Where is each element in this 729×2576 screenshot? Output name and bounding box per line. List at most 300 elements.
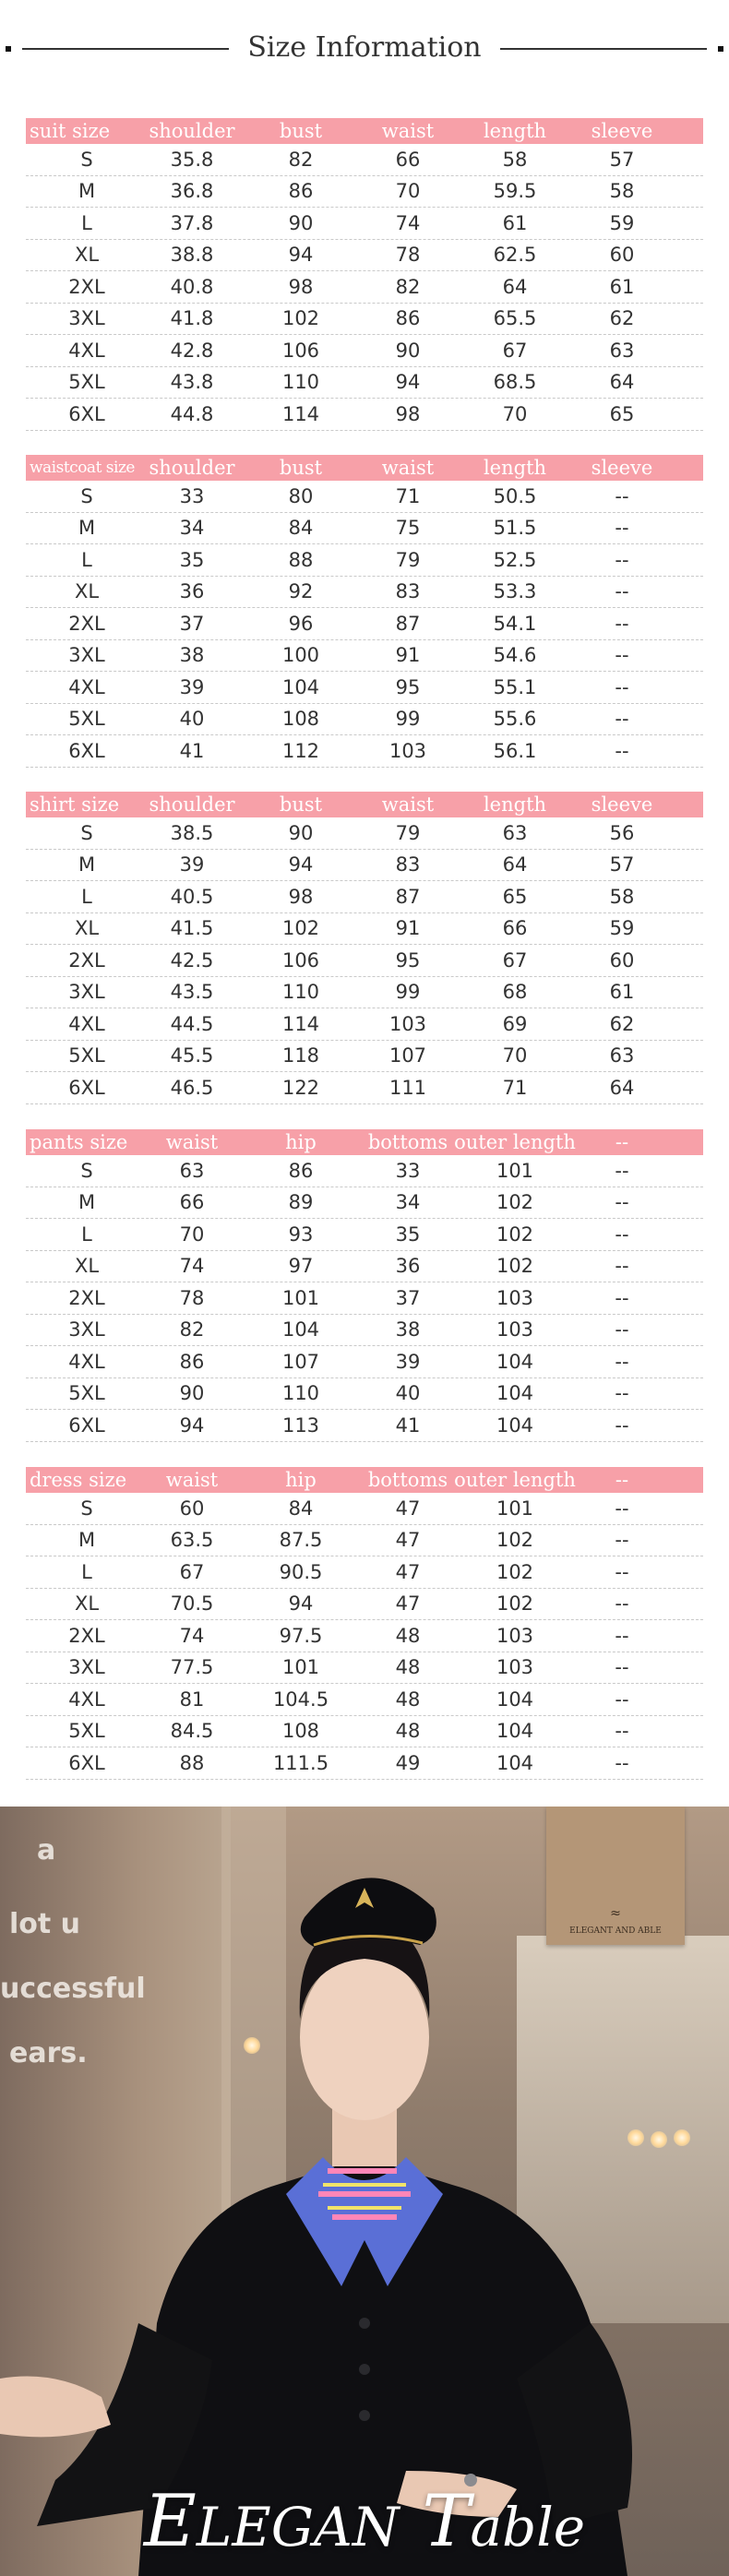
table-cell: 57 [609,148,635,171]
table-cell: -- [615,644,629,667]
table-cell: 67 [179,1560,205,1583]
column-header: bust [279,120,323,142]
table-cell: 108 [281,1720,320,1743]
column-header: outer length [454,1469,576,1491]
table-cell: 61 [609,981,635,1004]
table-cell: 61 [609,275,635,298]
size-label: M [78,1191,96,1214]
table-cell: 52.5 [493,548,537,571]
table-cell: 37 [395,1286,421,1309]
table-cell: 36.8 [170,180,214,203]
size-label: 4XL [68,675,105,698]
table-row [26,176,703,209]
size-label: M [78,180,96,203]
size-label: 3XL [68,981,105,1004]
table-cell: 94 [395,371,421,394]
table-cell: -- [615,1318,629,1342]
table-cell: 74 [395,211,421,234]
table-cell: -- [615,517,629,540]
table-cell: 64 [609,371,635,394]
table-cell: 110 [281,1382,320,1405]
table-cell: 44.8 [170,402,214,425]
table-cell: 104 [496,1382,534,1405]
table-cell: 40 [179,708,205,731]
table-cell: 39 [179,675,205,698]
size-label: XL [74,1592,100,1616]
table-cell: 93 [288,1222,314,1246]
size-label: XL [74,580,100,603]
table-row [26,1378,703,1411]
size-label: S [80,484,93,507]
table-row [26,977,703,1009]
column-header: shoulder [149,457,235,479]
column-header: sleeve [591,457,653,479]
table-cell: 98 [288,275,314,298]
table-cell: 103 [496,1624,534,1647]
size-label: XL [74,1255,100,1278]
table-row [26,271,703,304]
column-header: pants size [30,1131,128,1153]
size-label: S [80,1159,93,1182]
table-cell: 40.8 [170,275,214,298]
column-header: length [483,793,547,816]
size-label: 5XL [68,708,105,731]
column-header: hip [285,1469,317,1491]
table-row [26,304,703,336]
table-cell: 39 [395,1350,421,1373]
size-label: 4XL [68,1688,105,1711]
table-cell: 34 [395,1191,421,1214]
table-cell: 104 [496,1350,534,1373]
table-cell: 40.5 [170,885,214,908]
table-cell: 44.5 [170,1012,214,1035]
table-cell: 107 [388,1044,427,1067]
table-cell: 48 [395,1656,421,1679]
table-cell: 35 [395,1222,421,1246]
table-cell: 90 [288,821,314,844]
table-cell: 78 [179,1286,205,1309]
table-cell: 94 [288,244,314,267]
table-cell: 38 [179,644,205,667]
column-header: shoulder [149,793,235,816]
table-cell: 99 [395,981,421,1004]
size-table [26,455,703,768]
model-photo [0,1807,729,2576]
table-cell: 103 [496,1318,534,1342]
table-cell: 102 [496,1529,534,1552]
table-cell: 36 [395,1255,421,1278]
table-row [26,1620,703,1652]
table-row [26,1346,703,1378]
table-cell: 41 [395,1413,421,1437]
size-label: L [81,1222,92,1246]
table-cell: 51.5 [493,517,537,540]
table-row [26,1652,703,1685]
column-header: waist [381,120,435,142]
table-cell: 110 [281,981,320,1004]
table-row [26,1525,703,1557]
table-cell: 65.5 [493,307,537,330]
table-cell: 35.8 [170,148,214,171]
table-row [26,240,703,272]
table-cell: 104 [496,1751,534,1774]
table-cell: 36 [179,580,205,603]
table-row [26,1072,703,1104]
table-cell: 62.5 [493,244,537,267]
table-cell: 84 [288,1497,314,1520]
column-header: bust [279,457,323,479]
table-row [26,1282,703,1315]
table-cell: 98 [395,402,421,425]
table-cell: -- [615,484,629,507]
column-header: length [483,120,547,142]
table-row [26,399,703,431]
table-cell: -- [615,1222,629,1246]
size-label: XL [74,917,100,940]
table-cell: 41.8 [170,307,214,330]
table-cell: 86 [395,307,421,330]
table-cell: -- [615,1656,629,1679]
table-cell: 84 [288,517,314,540]
table-cell: 88 [179,1751,205,1774]
table-row [26,1219,703,1251]
table-cell: 70 [502,402,528,425]
size-label: 2XL [68,275,105,298]
table-cell: -- [615,708,629,731]
size-label: M [78,517,96,540]
table-cell: 82 [288,148,314,171]
table-cell: -- [615,580,629,603]
size-label: 3XL [68,1318,105,1342]
table-cell: 77.5 [170,1656,214,1679]
table-cell: -- [615,1191,629,1214]
brand-mark-icon: ≈ [610,1906,621,1921]
table-cell: 58 [609,180,635,203]
table-cell: 114 [281,402,320,425]
table-cell: 89 [288,1191,314,1214]
table-cell: 79 [395,821,421,844]
table-cell: 38.8 [170,244,214,267]
elegant-table-title: ELEGAN Table [143,2480,586,2563]
column-header: bust [279,793,323,816]
table-cell: 102 [496,1255,534,1278]
table-cell: 106 [281,339,320,362]
column-header: bottoms [367,1469,448,1491]
table-cell: 88 [288,548,314,571]
table-cell: 96 [288,612,314,635]
table-cell: 63.5 [170,1529,214,1552]
table-cell: 74 [179,1624,205,1647]
table-cell: 70 [395,180,421,203]
table-cell: 57 [609,853,635,877]
table-cell: 64 [502,275,528,298]
size-label: S [80,148,93,171]
size-table [26,1467,703,1780]
table-cell: 61 [502,211,528,234]
table-cell: -- [615,1529,629,1552]
column-header: sleeve [591,793,653,816]
table-row [26,544,703,577]
table-row [26,1008,703,1041]
table-cell: 60 [609,244,635,267]
table-row [26,735,703,768]
table-row [26,1684,703,1716]
table-row [26,640,703,673]
column-header: shirt size [30,793,120,816]
table-cell: 104 [496,1688,534,1711]
table-row [26,1041,703,1073]
table-cell: 66 [502,917,528,940]
table-cell: 58 [502,148,528,171]
size-label: 3XL [68,1656,105,1679]
table-cell: 43.8 [170,371,214,394]
table-cell: 82 [179,1318,205,1342]
table-cell: 49 [395,1751,421,1774]
table-cell: 103 [496,1656,534,1679]
table-cell: 39 [179,853,205,877]
table-row [26,1251,703,1283]
column-header: bottoms [367,1131,448,1153]
table-cell: -- [615,1350,629,1373]
table-cell: 91 [395,917,421,940]
table-cell: -- [615,612,629,635]
section-header [0,26,729,72]
table-header-row [26,118,703,144]
table-row [26,208,703,240]
size-table [26,792,703,1104]
table-cell: 67 [502,948,528,972]
table-cell: 41 [179,739,205,762]
table-cell: 99 [395,708,421,731]
table-cell: 82 [395,275,421,298]
table-cell: 110 [281,371,320,394]
table-cell: 41.5 [170,917,214,940]
size-label: 6XL [68,1751,105,1774]
table-cell: 97 [288,1255,314,1278]
table-cell: 70 [179,1222,205,1246]
size-label: 6XL [68,739,105,762]
table-cell: -- [615,739,629,762]
size-label: 2XL [68,1286,105,1309]
table-cell: 104 [496,1413,534,1437]
table-cell: 62 [609,1012,635,1035]
table-cell: 108 [281,708,320,731]
size-label: L [81,885,92,908]
button-icon [359,2364,370,2375]
table-row [26,1589,703,1621]
table-cell: 83 [395,853,421,877]
column-header: length [483,457,547,479]
table-header-row [26,1467,703,1493]
table-cell: 45.5 [170,1044,214,1067]
table-row [26,1747,703,1780]
table-cell: 35 [179,548,205,571]
table-cell: 114 [281,1012,320,1035]
table-cell: 63 [609,339,635,362]
table-cell: 104.5 [272,1688,329,1711]
table-cell: 63 [609,1044,635,1067]
table-cell: 104 [281,675,320,698]
table-cell: 90.5 [279,1560,323,1583]
table-cell: 69 [502,1012,528,1035]
table-cell: 104 [496,1720,534,1743]
table-row [26,367,703,400]
table-cell: 71 [395,484,421,507]
table-cell: -- [615,1382,629,1405]
table-header-row [26,455,703,481]
table-cell: 54.6 [493,644,537,667]
table-cell: -- [615,1255,629,1278]
table-cell: 68.5 [493,371,537,394]
table-cell: 90 [395,339,421,362]
table-cell: 101 [281,1286,320,1309]
table-cell: 102 [496,1560,534,1583]
table-row [26,881,703,913]
table-header-row [26,1129,703,1155]
size-label: 3XL [68,644,105,667]
table-cell: 122 [281,1076,320,1099]
table-row [26,704,703,736]
table-cell: 38.5 [170,821,214,844]
table-cell: 50.5 [493,484,537,507]
size-table [26,1129,703,1442]
table-cell: 66 [179,1191,205,1214]
table-row [26,608,703,640]
table-cell: 81 [179,1688,205,1711]
table-cell: 70.5 [170,1592,214,1616]
table-cell: 71 [502,1076,528,1099]
page-title: Size Information [0,31,729,64]
table-cell: 38 [395,1318,421,1342]
table-cell: 101 [496,1497,534,1520]
table-cell: 60 [609,948,635,972]
table-cell: -- [615,1592,629,1616]
table-row [26,1315,703,1347]
size-table [26,118,703,431]
table-cell: -- [615,1286,629,1309]
size-label: L [81,1560,92,1583]
table-cell: 102 [281,307,320,330]
table-cell: 37.8 [170,211,214,234]
table-row [26,513,703,545]
table-cell: 90 [288,211,314,234]
table-cell: 37 [179,612,205,635]
size-label: 3XL [68,307,105,330]
table-cell: 86 [288,180,314,203]
table-cell: 68 [502,981,528,1004]
table-cell: 94 [288,1592,314,1616]
hand [0,2377,111,2438]
table-cell: 56 [609,821,635,844]
column-header: suit size [30,120,111,142]
table-cell: 75 [395,517,421,540]
table-cell: 113 [281,1413,320,1437]
table-cell: 53.3 [493,580,537,603]
table-cell: 102 [496,1191,534,1214]
table-cell: 84.5 [170,1720,214,1743]
table-row [26,945,703,977]
size-label: 5XL [68,371,105,394]
wall-text: lot u [9,1908,81,1940]
button-icon [359,2410,370,2421]
column-header: shoulder [149,120,235,142]
size-label: 6XL [68,402,105,425]
size-label: 5XL [68,1720,105,1743]
column-header: waist [165,1469,219,1491]
table-row [26,913,703,946]
table-cell: 47 [395,1497,421,1520]
column-header: hip [285,1131,317,1153]
table-cell: 55.6 [493,708,537,731]
table-row [26,850,703,882]
table-cell: 112 [281,739,320,762]
table-cell: 83 [395,580,421,603]
table-row [26,481,703,513]
table-cell: 47 [395,1592,421,1616]
size-label: M [78,1529,96,1552]
table-cell: 103 [496,1286,534,1309]
wall-text: a [37,1834,56,1866]
table-cell: 90 [179,1382,205,1405]
size-label: S [80,821,93,844]
table-cell: 42.5 [170,948,214,972]
table-cell: 101 [496,1159,534,1182]
table-cell: 94 [288,853,314,877]
face [300,1954,429,2120]
table-row [26,1556,703,1589]
table-cell: 48 [395,1624,421,1647]
table-cell: 102 [496,1592,534,1616]
size-label: 6XL [68,1413,105,1437]
size-label: S [80,1497,93,1520]
table-cell: 64 [502,853,528,877]
table-cell: 67 [502,339,528,362]
table-cell: 65 [609,402,635,425]
table-cell: 40 [395,1382,421,1405]
table-cell: -- [615,1624,629,1647]
size-label: 4XL [68,1012,105,1035]
column-header: -- [615,1131,629,1153]
size-label: L [81,211,92,234]
table-cell: 33 [395,1159,421,1182]
table-cell: 54.1 [493,612,537,635]
table-cell: -- [615,1560,629,1583]
table-cell: 101 [281,1656,320,1679]
table-row [26,144,703,176]
brand-banner-text: ELEGANT AND ABLE [569,1926,662,1936]
size-label: XL [74,244,100,267]
table-cell: 87 [395,612,421,635]
table-cell: 111 [388,1076,427,1099]
table-cell: 66 [395,148,421,171]
table-cell: 103 [388,739,427,762]
table-cell: 55.1 [493,675,537,698]
table-row [26,1155,703,1187]
table-cell: 47 [395,1560,421,1583]
table-cell: 104 [281,1318,320,1342]
column-header: dress size [30,1469,127,1491]
table-cell: 95 [395,948,421,972]
table-cell: 56.1 [493,739,537,762]
size-label: 2XL [68,612,105,635]
table-cell: 34 [179,517,205,540]
table-row [26,1716,703,1748]
column-header: waist [165,1131,219,1153]
table-cell: 98 [288,885,314,908]
wall-text: ears. [9,2037,88,2069]
table-cell: 59 [609,211,635,234]
table-cell: 91 [395,644,421,667]
